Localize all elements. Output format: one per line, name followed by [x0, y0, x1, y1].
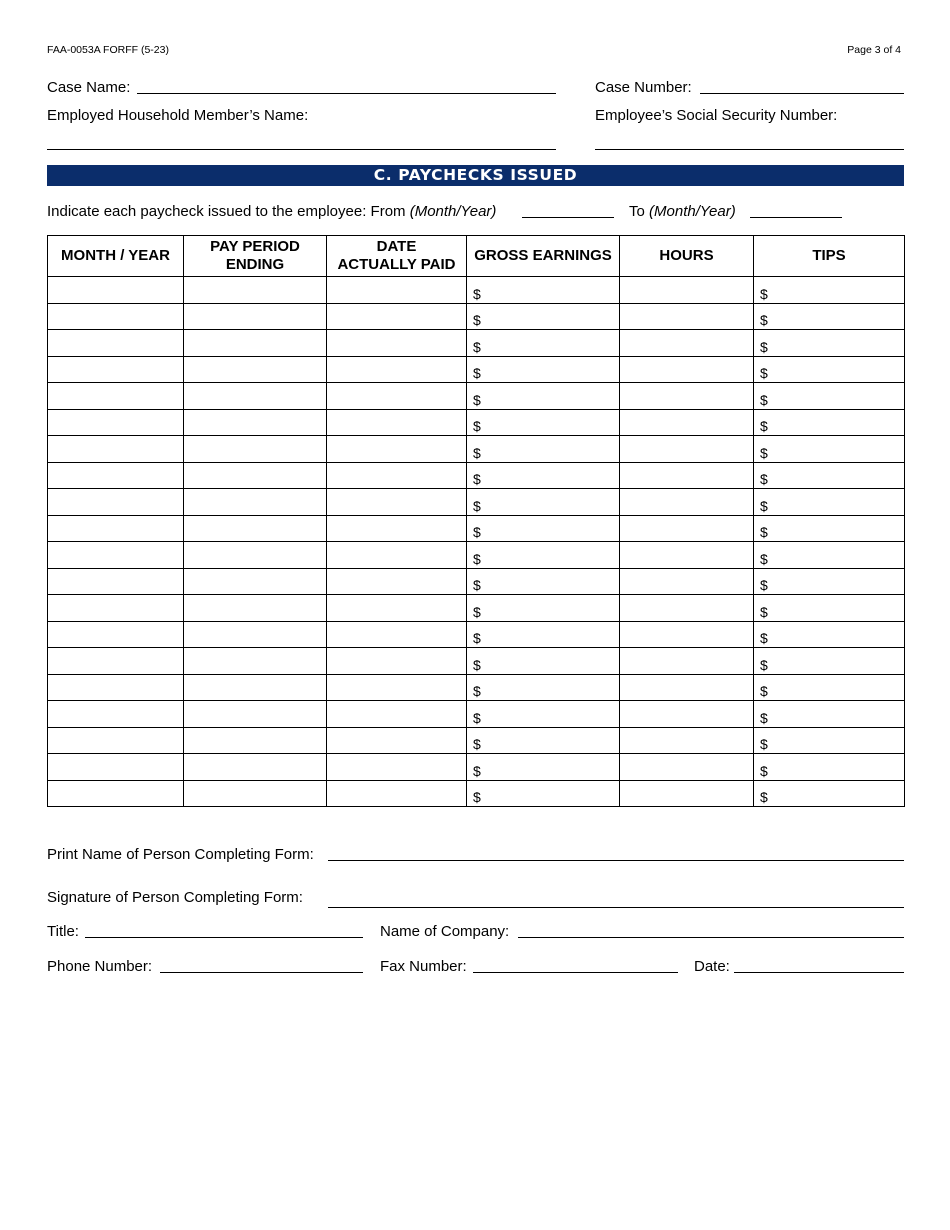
table-row	[48, 303, 905, 330]
from-date-field[interactable]	[522, 217, 614, 218]
hours-cell[interactable]	[620, 356, 754, 383]
tips-cell[interactable]	[754, 356, 905, 383]
tips-cell[interactable]	[754, 303, 905, 330]
col-month-year: MONTH / YEAR	[48, 236, 184, 277]
currency-symbol: $	[473, 418, 481, 434]
to-label: To	[629, 203, 645, 220]
currency-symbol: $	[473, 630, 481, 646]
pay-period-cell[interactable]	[184, 674, 327, 701]
date-paid-cell[interactable]	[327, 330, 467, 357]
gross-earnings-cell[interactable]	[467, 542, 620, 569]
currency-symbol: $	[760, 444, 768, 461]
currency-symbol: $	[760, 418, 768, 434]
tips-cell[interactable]	[754, 436, 905, 463]
to-range	[629, 203, 736, 220]
currency-symbol: $	[473, 709, 481, 726]
hours-cell[interactable]	[620, 754, 754, 781]
month-year-cell[interactable]	[48, 727, 184, 754]
currency-symbol: $	[760, 471, 768, 487]
hours-cell[interactable]	[620, 727, 754, 754]
tips-cell[interactable]	[754, 727, 905, 754]
currency-symbol: $	[760, 789, 768, 805]
gross-earnings-cell[interactable]	[467, 330, 620, 357]
hours-cell[interactable]	[620, 701, 754, 728]
col-hours: HOURS	[620, 236, 754, 277]
currency-symbol: $	[473, 338, 481, 355]
title-field[interactable]	[85, 937, 363, 938]
pay-period-cell[interactable]	[184, 383, 327, 410]
table-header-row	[48, 236, 905, 277]
tips-cell[interactable]	[754, 383, 905, 410]
instruction-text: Indicate each paycheck issued to the employee: From	[47, 203, 406, 220]
month-year-cell[interactable]	[48, 648, 184, 675]
table-row	[48, 727, 905, 754]
currency-symbol: $	[473, 285, 481, 302]
phone-field[interactable]	[160, 972, 363, 973]
gross-earnings-cell[interactable]	[467, 277, 620, 304]
pay-period-cell[interactable]	[184, 648, 327, 675]
pay-period-cell[interactable]	[184, 489, 327, 516]
table-row	[48, 489, 905, 516]
currency-symbol: $	[473, 656, 481, 673]
gross-earnings-cell[interactable]	[467, 727, 620, 754]
date-paid-cell[interactable]	[327, 383, 467, 410]
gross-earnings-cell[interactable]	[467, 780, 620, 807]
currency-symbol: $	[473, 683, 481, 699]
gross-earnings-cell[interactable]	[467, 754, 620, 781]
gross-earnings-cell[interactable]	[467, 489, 620, 516]
print-name-label: Print Name of Person Completing Form:	[47, 846, 314, 863]
currency-symbol: $	[760, 709, 768, 726]
table-row	[48, 621, 905, 648]
pay-period-cell[interactable]	[184, 754, 327, 781]
currency-symbol: $	[760, 603, 768, 620]
pay-period-cell[interactable]	[184, 436, 327, 463]
gross-earnings-cell[interactable]	[467, 568, 620, 595]
pay-period-cell[interactable]	[184, 409, 327, 436]
currency-symbol: $	[473, 471, 481, 487]
table-row	[48, 462, 905, 489]
pay-period-cell[interactable]	[184, 621, 327, 648]
gross-earnings-cell[interactable]	[467, 356, 620, 383]
month-year-cell[interactable]	[48, 409, 184, 436]
tips-cell[interactable]	[754, 674, 905, 701]
case-number-field[interactable]	[700, 93, 904, 94]
month-year-cell[interactable]	[48, 436, 184, 463]
gross-earnings-cell[interactable]	[467, 648, 620, 675]
ssn-field[interactable]	[595, 149, 904, 150]
date-paid-cell[interactable]	[327, 648, 467, 675]
currency-symbol: $	[473, 736, 481, 752]
tips-cell[interactable]	[754, 621, 905, 648]
hours-cell[interactable]	[620, 780, 754, 807]
currency-symbol: $	[473, 550, 481, 567]
ssn-label: Employee’s Social Security Number:	[595, 107, 838, 124]
case-name-field[interactable]	[137, 93, 556, 94]
col-tips: TIPS	[754, 236, 905, 277]
currency-symbol: $	[760, 391, 768, 408]
table-row	[48, 356, 905, 383]
month-year-cell[interactable]	[48, 701, 184, 728]
currency-symbol: $	[760, 683, 768, 699]
currency-symbol: $	[760, 762, 768, 779]
pay-period-cell[interactable]	[184, 462, 327, 489]
currency-symbol: $	[473, 524, 481, 540]
hours-cell[interactable]	[620, 436, 754, 463]
table-row	[48, 780, 905, 807]
hours-cell[interactable]	[620, 277, 754, 304]
page-number: Page 3 of 4	[847, 44, 901, 56]
tips-cell[interactable]	[754, 489, 905, 516]
month-year-cell[interactable]	[48, 462, 184, 489]
table-row	[48, 436, 905, 463]
currency-symbol: $	[760, 365, 768, 381]
date-paid-cell[interactable]	[327, 409, 467, 436]
tips-cell[interactable]	[754, 330, 905, 357]
tips-cell[interactable]	[754, 462, 905, 489]
signature-field[interactable]	[328, 907, 904, 908]
gross-earnings-cell[interactable]	[467, 462, 620, 489]
tips-cell[interactable]	[754, 648, 905, 675]
print-name-field[interactable]	[328, 860, 904, 861]
table-row	[48, 701, 905, 728]
pay-period-cell[interactable]	[184, 727, 327, 754]
hours-cell[interactable]	[620, 409, 754, 436]
date-paid-cell[interactable]	[327, 462, 467, 489]
tips-cell[interactable]	[754, 568, 905, 595]
date-label: Date:	[694, 958, 730, 975]
gross-earnings-cell[interactable]	[467, 436, 620, 463]
case-number-label: Case Number:	[595, 79, 692, 96]
company-field[interactable]	[518, 937, 904, 938]
col-pay-period-ending: PAY PERIOD ENDING	[184, 236, 327, 277]
date-paid-cell[interactable]	[327, 489, 467, 516]
month-year-cell[interactable]	[48, 595, 184, 622]
currency-symbol: $	[760, 338, 768, 355]
hours-cell[interactable]	[620, 330, 754, 357]
month-year-cell[interactable]	[48, 330, 184, 357]
date-paid-cell[interactable]	[327, 568, 467, 595]
gross-earnings-cell[interactable]	[467, 621, 620, 648]
table-row	[48, 542, 905, 569]
date-paid-cell[interactable]	[327, 356, 467, 383]
date-paid-cell[interactable]	[327, 436, 467, 463]
hours-cell[interactable]	[620, 303, 754, 330]
date-paid-cell[interactable]	[327, 515, 467, 542]
month-year-cell[interactable]	[48, 383, 184, 410]
pay-period-cell[interactable]	[184, 277, 327, 304]
currency-symbol: $	[760, 577, 768, 593]
signature-label: Signature of Person Completing Form:	[47, 889, 303, 906]
tips-cell[interactable]	[754, 409, 905, 436]
hours-cell[interactable]	[620, 515, 754, 542]
currency-symbol: $	[760, 312, 768, 328]
tips-cell[interactable]	[754, 515, 905, 542]
month-year-cell[interactable]	[48, 489, 184, 516]
gross-earnings-cell[interactable]	[467, 515, 620, 542]
fax-field[interactable]	[473, 972, 678, 973]
tips-cell[interactable]	[754, 542, 905, 569]
date-paid-cell[interactable]	[327, 780, 467, 807]
currency-symbol: $	[760, 656, 768, 673]
pay-period-cell[interactable]	[184, 542, 327, 569]
pay-period-cell[interactable]	[184, 595, 327, 622]
paychecks-body	[48, 277, 905, 807]
currency-symbol: $	[760, 630, 768, 646]
currency-symbol: $	[473, 603, 481, 620]
table-row	[48, 568, 905, 595]
table-row	[48, 595, 905, 622]
hours-cell[interactable]	[620, 621, 754, 648]
date-paid-cell[interactable]	[327, 595, 467, 622]
gross-earnings-cell[interactable]	[467, 303, 620, 330]
date-paid-cell[interactable]	[327, 542, 467, 569]
month-year-cell[interactable]	[48, 277, 184, 304]
tips-cell[interactable]	[754, 780, 905, 807]
month-year-cell[interactable]	[48, 674, 184, 701]
currency-symbol: $	[473, 365, 481, 381]
currency-symbol: $	[473, 762, 481, 779]
hours-cell[interactable]	[620, 648, 754, 675]
tips-cell[interactable]	[754, 595, 905, 622]
pay-period-cell[interactable]	[184, 303, 327, 330]
currency-symbol: $	[760, 497, 768, 514]
col-date-actually-paid: DATE ACTUALLY PAID	[327, 236, 467, 277]
gross-earnings-cell[interactable]	[467, 409, 620, 436]
table-row	[48, 754, 905, 781]
date-paid-cell[interactable]	[327, 674, 467, 701]
month-year-cell[interactable]	[48, 542, 184, 569]
month-year-cell[interactable]	[48, 568, 184, 595]
gross-earnings-cell[interactable]	[467, 701, 620, 728]
section-title: C. PAYCHECKS ISSUED	[47, 165, 904, 186]
table-row	[48, 409, 905, 436]
hours-cell[interactable]	[620, 383, 754, 410]
hours-cell[interactable]	[620, 568, 754, 595]
tips-cell[interactable]	[754, 277, 905, 304]
currency-symbol: $	[473, 312, 481, 328]
hours-cell[interactable]	[620, 542, 754, 569]
month-year-cell[interactable]	[48, 754, 184, 781]
date-paid-cell[interactable]	[327, 727, 467, 754]
currency-symbol: $	[760, 285, 768, 302]
pay-period-cell[interactable]	[184, 330, 327, 357]
pay-period-cell[interactable]	[184, 701, 327, 728]
date-paid-cell[interactable]	[327, 277, 467, 304]
pay-period-cell[interactable]	[184, 356, 327, 383]
month-year-cell[interactable]	[48, 356, 184, 383]
date-field[interactable]	[734, 972, 904, 973]
title-label: Title:	[47, 923, 79, 940]
phone-label: Phone Number:	[47, 958, 153, 975]
month-year-cell[interactable]	[48, 303, 184, 330]
date-paid-cell[interactable]	[327, 754, 467, 781]
currency-symbol: $	[473, 789, 481, 805]
instruction	[47, 203, 496, 220]
case-name-label: Case Name:	[47, 79, 131, 96]
gross-earnings-cell[interactable]	[467, 383, 620, 410]
form-id: FAA-0053A FORFF (5-23)	[47, 44, 169, 56]
table-row	[48, 648, 905, 675]
to-date-field[interactable]	[750, 217, 842, 218]
table-row	[48, 674, 905, 701]
currency-symbol: $	[473, 444, 481, 461]
col-gross-earnings: GROSS EARNINGS	[467, 236, 620, 277]
date-paid-cell[interactable]	[327, 701, 467, 728]
to-hint: (Month/Year)	[649, 203, 736, 220]
tips-cell[interactable]	[754, 701, 905, 728]
hours-cell[interactable]	[620, 489, 754, 516]
fax-label: Fax Number:	[380, 958, 467, 975]
table-row	[48, 383, 905, 410]
paychecks-table	[47, 235, 905, 807]
company-label: Name of Company:	[380, 923, 510, 940]
date-paid-cell[interactable]	[327, 621, 467, 648]
table-row	[48, 515, 905, 542]
member-name-label: Employed Household Member’s Name:	[47, 107, 309, 124]
gross-earnings-cell[interactable]	[467, 595, 620, 622]
hours-cell[interactable]	[620, 595, 754, 622]
table-row	[48, 330, 905, 357]
currency-symbol: $	[473, 497, 481, 514]
date-paid-cell[interactable]	[327, 303, 467, 330]
month-year-cell[interactable]	[48, 780, 184, 807]
currency-symbol: $	[473, 577, 481, 593]
month-year-cell[interactable]	[48, 515, 184, 542]
table-row	[48, 277, 905, 304]
gross-earnings-cell[interactable]	[467, 674, 620, 701]
pay-period-cell[interactable]	[184, 780, 327, 807]
currency-symbol: $	[473, 391, 481, 408]
currency-symbol: $	[760, 550, 768, 567]
hours-cell[interactable]	[620, 674, 754, 701]
tips-cell[interactable]	[754, 754, 905, 781]
pay-period-cell[interactable]	[184, 515, 327, 542]
month-year-cell[interactable]	[48, 621, 184, 648]
from-hint: (Month/Year)	[409, 203, 497, 220]
pay-period-cell[interactable]	[184, 568, 327, 595]
hours-cell[interactable]	[620, 462, 754, 489]
member-name-field[interactable]	[47, 149, 556, 150]
currency-symbol: $	[760, 524, 768, 540]
currency-symbol: $	[760, 736, 768, 752]
